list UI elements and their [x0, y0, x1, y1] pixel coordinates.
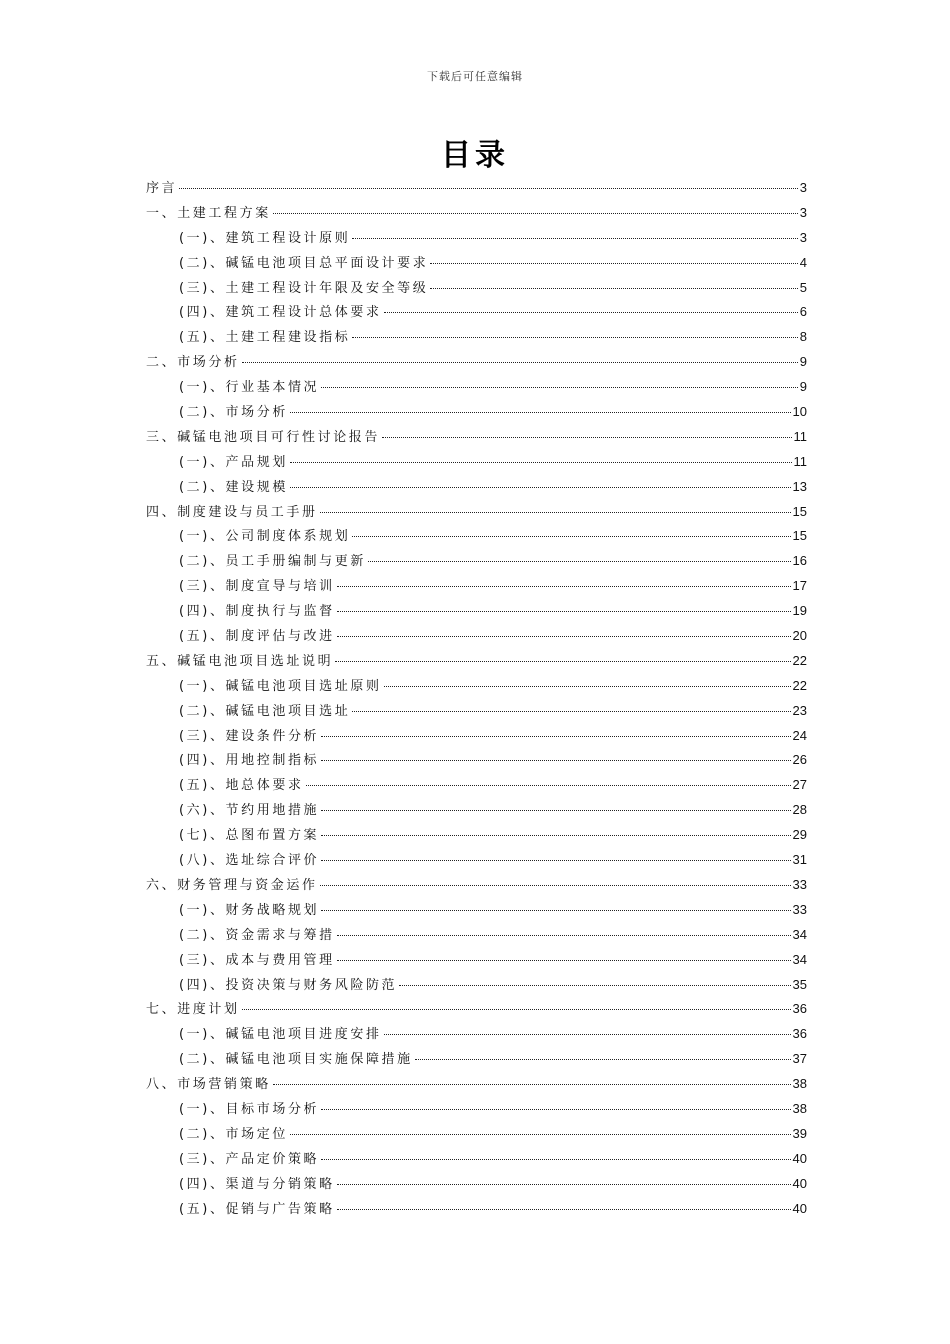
toc-entry-text: (一)、公司制度体系规划 — [179, 529, 351, 545]
toc-entry-text: (三)、产品定价策略 — [179, 1151, 320, 1167]
dot-leader — [290, 1134, 791, 1135]
toc-page-number: 15 — [792, 528, 807, 544]
toc-entry[interactable] — [146, 748, 807, 773]
toc-entry[interactable] — [146, 425, 807, 450]
toc-page-number: 9 — [799, 379, 807, 395]
dot-leader — [290, 462, 792, 463]
toc-page-number: 33 — [792, 901, 807, 917]
toc-page-number: 16 — [792, 553, 807, 569]
dot-leader — [290, 412, 791, 413]
toc-page-number: 22 — [792, 677, 807, 693]
dot-leader — [273, 1084, 791, 1085]
toc-entry[interactable] — [146, 1197, 807, 1222]
toc-page-number: 40 — [792, 1200, 807, 1216]
dot-leader — [320, 512, 791, 513]
dot-leader — [430, 263, 797, 264]
dot-leader — [321, 835, 790, 836]
toc-page-number: 27 — [792, 777, 807, 793]
toc-entry[interactable] — [146, 400, 807, 425]
toc-page-number: 11 — [793, 453, 807, 469]
toc-entry[interactable] — [146, 574, 807, 599]
toc-entry-text: (四)、建筑工程设计总体要求 — [179, 305, 382, 321]
dot-leader — [321, 860, 790, 861]
toc-entry[interactable] — [146, 375, 807, 400]
toc-entry-text: (一)、财务战略规划 — [179, 902, 320, 918]
dot-leader — [306, 785, 791, 786]
dot-leader — [320, 885, 791, 886]
toc-page-number: 5 — [799, 279, 807, 295]
toc-entry[interactable] — [146, 1147, 807, 1172]
dot-leader — [415, 1059, 791, 1060]
toc-page-number: 24 — [792, 727, 807, 743]
toc-page-number: 9 — [799, 354, 807, 370]
dot-leader — [337, 611, 791, 612]
toc-entry[interactable] — [146, 997, 807, 1022]
toc-entry[interactable] — [146, 475, 807, 500]
dot-leader — [335, 661, 790, 662]
dot-leader — [321, 1159, 790, 1160]
dot-leader — [384, 686, 791, 687]
toc-entry[interactable] — [146, 649, 807, 674]
toc-entry-text: (三)、制度宣导与培训 — [179, 579, 335, 595]
toc-entry-text: (五)、土建工程建设指标 — [179, 330, 351, 346]
toc-entry-text: (二)、建设规模 — [179, 479, 288, 495]
toc-entry[interactable] — [146, 325, 807, 350]
toc-entry-text: (二)、员工手册编制与更新 — [179, 554, 366, 570]
toc-page-number: 38 — [792, 1100, 807, 1116]
dot-leader — [368, 561, 791, 562]
dot-leader — [430, 288, 797, 289]
toc-entry-text: (七)、总图布置方案 — [179, 828, 320, 844]
toc-entry[interactable] — [146, 350, 807, 375]
toc-entry-text: (四)、用地控制指标 — [179, 753, 320, 769]
toc-page-number: 38 — [792, 1076, 807, 1092]
toc-entry-text: (一)、目标市场分析 — [179, 1101, 320, 1117]
toc-entry[interactable] — [146, 276, 807, 301]
toc-entry[interactable] — [146, 848, 807, 873]
header-note: 下载后可任意编辑 — [427, 70, 523, 83]
toc-entry[interactable] — [146, 549, 807, 574]
toc-entry-text: 五、碱锰电池项目选址说明 — [146, 653, 334, 669]
toc-entry[interactable] — [146, 1022, 807, 1047]
toc-entry-text: (四)、渠道与分销策略 — [179, 1176, 335, 1192]
dot-leader — [273, 213, 798, 214]
toc-page-number: 6 — [799, 304, 807, 320]
page-title: 目录 — [441, 138, 509, 173]
toc-entry[interactable] — [146, 724, 807, 749]
toc-entry[interactable] — [146, 176, 807, 201]
dot-leader — [384, 312, 798, 313]
toc-entry[interactable] — [146, 624, 807, 649]
toc-entry[interactable] — [146, 1072, 807, 1097]
toc-entry[interactable] — [146, 201, 807, 226]
table-of-contents — [146, 176, 807, 1221]
dot-leader — [242, 1009, 791, 1010]
toc-page-number: 19 — [792, 603, 807, 619]
toc-entry-text: (一)、碱锰电池项目进度安排 — [179, 1027, 382, 1043]
toc-entry-text: 一、土建工程方案 — [146, 205, 271, 221]
toc-entry-text: 序言 — [146, 181, 178, 196]
toc-entry[interactable] — [146, 773, 807, 798]
toc-entry[interactable] — [146, 524, 807, 549]
toc-page-number: 39 — [792, 1125, 807, 1141]
toc-entry[interactable] — [146, 1097, 807, 1122]
toc-entry[interactable] — [146, 450, 807, 475]
toc-entry[interactable] — [146, 674, 807, 699]
toc-page-number: 10 — [792, 404, 807, 420]
toc-page-number: 23 — [792, 702, 807, 718]
toc-entry-text: (四)、制度执行与监督 — [179, 604, 335, 620]
toc-entry[interactable] — [146, 300, 807, 325]
toc-page-number: 20 — [792, 628, 807, 644]
toc-entry-text: (三)、建设条件分析 — [179, 728, 320, 744]
dot-leader — [352, 711, 790, 712]
toc-entry-text: (一)、行业基本情况 — [179, 380, 320, 396]
toc-page-number: 26 — [792, 752, 807, 768]
toc-entry-text: 二、市场分析 — [146, 355, 240, 371]
toc-page-number: 29 — [792, 827, 807, 843]
toc-entry-text: (三)、成本与费用管理 — [179, 952, 335, 968]
toc-entry[interactable] — [146, 1047, 807, 1072]
toc-entry-text: 七、进度计划 — [146, 1002, 240, 1018]
dot-leader — [242, 362, 798, 363]
toc-entry-text: (一)、产品规划 — [179, 454, 288, 470]
toc-page-number: 34 — [792, 951, 807, 967]
toc-page-number: 33 — [792, 876, 807, 892]
toc-entry-text: (二)、碱锰电池项目选址 — [179, 703, 351, 719]
toc-page-number: 40 — [792, 1175, 807, 1191]
toc-page-number: 11 — [793, 428, 807, 444]
toc-entry-text: (二)、碱锰电池项目总平面设计要求 — [179, 255, 429, 271]
dot-leader — [352, 337, 797, 338]
toc-page-number: 13 — [792, 478, 807, 494]
toc-page-number: 35 — [792, 976, 807, 992]
dot-leader — [290, 487, 791, 488]
toc-page-number: 37 — [792, 1051, 807, 1067]
dot-leader — [384, 1034, 791, 1035]
dot-leader — [352, 536, 790, 537]
toc-page-number: 34 — [792, 926, 807, 942]
toc-entry-text: 六、财务管理与资金运作 — [146, 877, 318, 893]
toc-page-number: 3 — [799, 204, 807, 220]
toc-entry[interactable] — [146, 873, 807, 898]
dot-leader — [321, 760, 790, 761]
toc-entry-text: 四、制度建设与员工手册 — [146, 504, 318, 520]
toc-page-number: 15 — [792, 503, 807, 519]
toc-entry[interactable] — [146, 973, 807, 998]
dot-leader — [179, 188, 798, 189]
toc-entry-text: 八、市场营销策略 — [146, 1077, 271, 1093]
dot-leader — [337, 935, 791, 936]
toc-entry[interactable] — [146, 1172, 807, 1197]
toc-page-number: 22 — [792, 652, 807, 668]
toc-page-number: 28 — [792, 802, 807, 818]
dot-leader — [352, 238, 797, 239]
toc-page-number: 3 — [799, 180, 807, 195]
toc-page-number: 8 — [799, 329, 807, 345]
dot-leader — [337, 1209, 791, 1210]
toc-page-number: 4 — [799, 254, 807, 270]
toc-page-number: 3 — [799, 229, 807, 245]
dot-leader — [337, 586, 791, 587]
dot-leader — [321, 910, 790, 911]
toc-entry[interactable] — [146, 226, 807, 251]
toc-page-number: 40 — [792, 1150, 807, 1166]
toc-entry-text: (二)、资金需求与筹措 — [179, 927, 335, 943]
dot-leader — [382, 437, 791, 438]
toc-entry-text: (二)、碱锰电池项目实施保障措施 — [179, 1052, 413, 1068]
toc-entry[interactable] — [146, 599, 807, 624]
toc-entry[interactable] — [146, 948, 807, 973]
toc-page-number: 36 — [792, 1001, 807, 1017]
dot-leader — [321, 810, 790, 811]
toc-entry-text: (八)、选址综合评价 — [179, 853, 320, 869]
toc-entry-text: (五)、地总体要求 — [179, 778, 304, 794]
toc-entry-text: (一)、建筑工程设计原则 — [179, 230, 351, 246]
toc-entry-text: 三、碱锰电池项目可行性讨论报告 — [146, 429, 381, 445]
toc-entry[interactable] — [146, 923, 807, 948]
toc-entry-text: (二)、市场定位 — [179, 1126, 288, 1142]
dot-leader — [337, 636, 791, 637]
toc-entry[interactable] — [146, 798, 807, 823]
dot-leader — [399, 985, 790, 986]
toc-page-number: 31 — [792, 852, 807, 868]
toc-entry-text: (四)、投资决策与财务风险防范 — [179, 977, 398, 993]
dot-leader — [321, 736, 790, 737]
toc-entry-text: (六)、节约用地措施 — [179, 803, 320, 819]
toc-entry[interactable] — [146, 1122, 807, 1147]
toc-entry[interactable] — [146, 699, 807, 724]
toc-page-number: 17 — [792, 578, 807, 594]
toc-entry-text: (一)、碱锰电池项目选址原则 — [179, 678, 382, 694]
dot-leader — [337, 1184, 791, 1185]
toc-entry-text: (三)、土建工程设计年限及安全等级 — [179, 280, 429, 296]
toc-entry[interactable] — [146, 500, 807, 525]
toc-entry-text: (五)、制度评估与改进 — [179, 629, 335, 645]
toc-entry[interactable] — [146, 823, 807, 848]
toc-entry-text: (二)、市场分析 — [179, 405, 288, 421]
dot-leader — [321, 387, 798, 388]
toc-entry-text: (五)、促销与广告策略 — [179, 1201, 335, 1217]
toc-entry[interactable] — [146, 251, 807, 276]
dot-leader — [321, 1109, 790, 1110]
toc-entry[interactable] — [146, 898, 807, 923]
toc-page-number: 36 — [792, 1026, 807, 1042]
dot-leader — [337, 960, 791, 961]
